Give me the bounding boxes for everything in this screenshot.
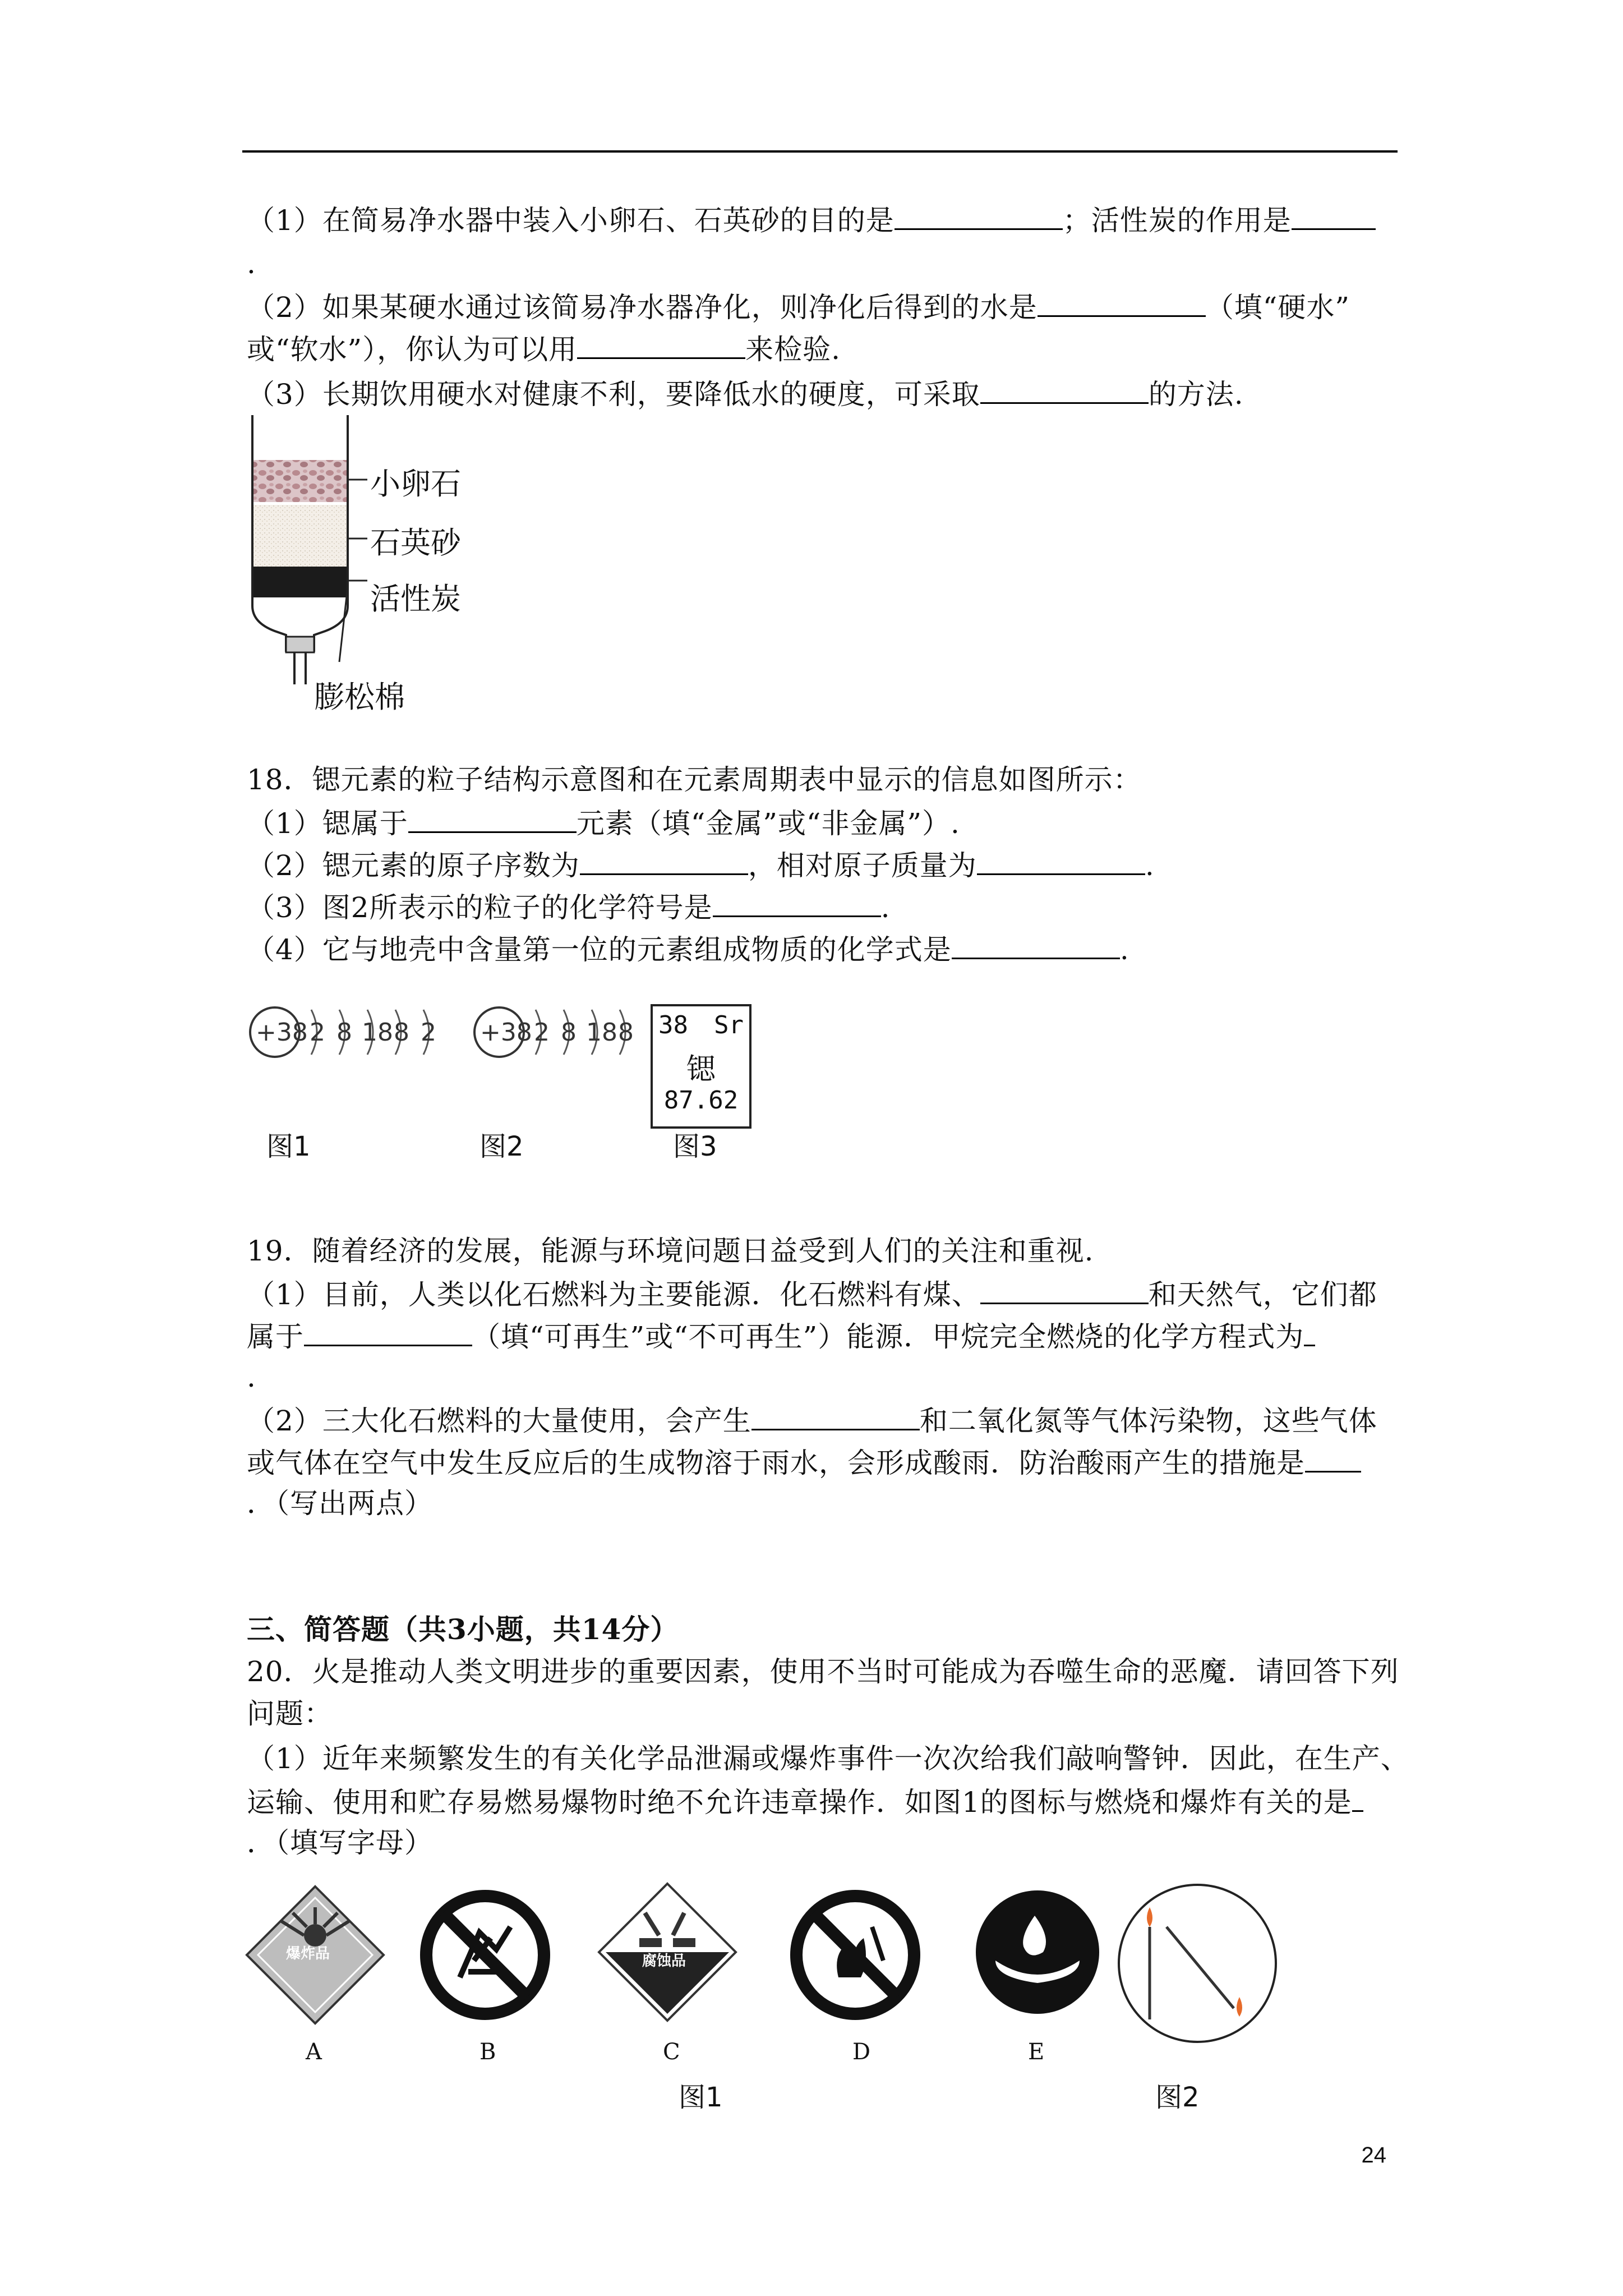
q19-line-5: 或气体在空气中发生反应后的生成物溶于雨水，会形成酸雨．防治酸雨产生的措施是 (247, 1442, 1361, 1483)
q17-line-2: （2）如果某硬水通过该简易净水器净化，则净化后得到的水是 （填“硬水” (247, 286, 1350, 327)
answer-blank[interactable] (980, 373, 1149, 404)
label-quartz-sand: 石英砂 (370, 525, 461, 560)
q19-line-6: ．（写出两点） (247, 1487, 433, 1520)
fig3-caption: 图3 (673, 1131, 717, 1162)
answer-blank[interactable] (751, 1400, 920, 1430)
q18-line-4: （4）它与地壳中含量第一位的元素组成物质的化学式是 . (247, 928, 1129, 969)
fig1-nucleus: +38 (256, 1018, 308, 1047)
match-experiment-diagram (1113, 1882, 1287, 2050)
answer-blank[interactable] (713, 886, 881, 917)
q19-line-4: （2）三大化石燃料的大量使用，会产生 和二氧化氮等气体污染物，这些气体 (247, 1400, 1377, 1441)
header-rule (242, 150, 1398, 153)
answer-blank[interactable] (980, 1273, 1149, 1304)
no-open-flame-icon (788, 1888, 923, 2022)
answer-blank[interactable] (1038, 286, 1206, 317)
letter-c: C (663, 2039, 680, 2065)
q18-line-2: （2）锶元素的原子序数为 ，相对原子质量为 . (247, 844, 1155, 885)
q20-stem-2: 问题： (247, 1697, 333, 1730)
document-page: （1）在简易净水器中装入小卵石、石英砂的目的是 ；活性炭的作用是 . （2）如果某硬水通过该简易净水器净化，则净化后得到的水是 （填“硬水” 或“软水”），你认为可以用 来检验. （3）长期饮用硬水对健康不利，要降低水的硬度，可采取 的方法. 小卵石 石英砂 活性炭 膨松棉 18．锶元素的粒子结构示意图和在元素周期表中显示的信息如图所示： （1）锶属于 元素（填“金属”或“非金属”）. （2）锶元素的原子序数为 ，相对原子质量为 . （3）图2所表示的粒子的化学符号是 . （4）它与地壳中含量第一位的元素组成物质的化学式是 . +38 2 8 18 8 2 图1 +38 2 8 18 8 图2 38 Sr 锶 87.62 图3 19．随着经济的发展，能源与环境问题日益受到人们的关注和重视. （1）目前，人类以化石燃料为主要能源．化石燃料有煤、 和天然气，它们都 属于 （填“可再生”或“不可再生”）能源．甲烷完全燃烧的化学方程式为 . （2）三大化石燃料的大量使用，会产生 和二氧化氮等气体污染物，这些气体 或气体在空气中发生反应后的生成物溶于雨水，会形成酸雨．防治酸雨产生的措施是 ．（写出两点） 三、简答题（共3小题，共14分） 20．火是推动人类文明进步的重要因素，使用不当时可能成为吞噬生命的恶魔．请回答下列 问题： （1）近年来频繁发生的有关化学品泄漏或爆炸事件一次次给我们敲响警钟．因此，在生产、 运输、使用和贮存易燃易爆物时绝不允许违章操作．如图1的图标与燃烧和爆炸有关的是 ．（填写字母） 爆炸品 腐蚀品 A B C D E 图1 图2 24 (0, 0, 1623, 2296)
icon-c-text: 腐蚀品 (642, 1953, 686, 1970)
atomic-number: 38 (658, 1011, 688, 1039)
q19-stem: 19．随着经济的发展，能源与环境问题日益受到人们的关注和重视. (247, 1235, 1094, 1267)
answer-blank[interactable] (580, 844, 748, 875)
q17-line-1: （1）在简易净水器中装入小卵石、石英砂的目的是 ；活性炭的作用是 (247, 199, 1376, 240)
letter-b: B (479, 2039, 496, 2065)
q20-fig1-caption: 图1 (679, 2082, 723, 2113)
answer-blank[interactable] (895, 199, 1063, 230)
q20-line-3: ．（填写字母） (247, 1826, 433, 1859)
section-heading: 三、简答题（共3小题，共14分） (247, 1613, 679, 1646)
element-name: 锶 (686, 1053, 716, 1087)
q20-fig2-caption: 图2 (1155, 2082, 1200, 2113)
atomic-mass: 87.62 (663, 1086, 739, 1115)
q17-line-4: （3）长期饮用硬水对健康不利，要降低水的硬度，可采取 的方法. (247, 373, 1244, 414)
answer-blank[interactable] (304, 1315, 472, 1346)
no-fireworks-icon (418, 1888, 552, 2022)
periodic-cell-sr (651, 1004, 751, 1129)
element-symbol: Sr (714, 1011, 744, 1039)
q17-line-3: 或“软水”），你认为可以用 来检验. (247, 328, 841, 369)
answer-blank[interactable] (1352, 1781, 1363, 1812)
q19-line-1: （1）目前，人类以化石燃料为主要能源．化石燃料有煤、 和天然气，它们都 (247, 1273, 1377, 1314)
answer-blank[interactable] (577, 328, 745, 359)
q18-line-3: （3）图2所表示的粒子的化学符号是 . (247, 886, 891, 927)
letter-d: D (852, 2039, 871, 2065)
q20-line-1: （1）近年来频繁发生的有关化学品泄漏或爆炸事件一次次给我们敲响警钟．因此，在生产、 (247, 1742, 1409, 1775)
q19-line-3: . (247, 1361, 256, 1393)
q18-line-1: （1）锶属于 元素（填“金属”或“非金属”）. (247, 802, 960, 843)
label-cotton: 膨松棉 (314, 679, 405, 715)
icon-a-text: 爆炸品 (286, 1945, 330, 1962)
answer-blank[interactable] (952, 928, 1120, 959)
fig1-caption: 图1 (266, 1131, 311, 1162)
answer-blank[interactable] (408, 802, 577, 833)
q20-stem-1: 20．火是推动人类文明进步的重要因素，使用不当时可能成为吞噬生命的恶魔．请回答下列 (247, 1655, 1399, 1688)
label-activated-carbon: 活性炭 (370, 581, 461, 616)
fig2-caption: 图2 (479, 1131, 524, 1162)
answer-blank[interactable] (1292, 199, 1376, 230)
answer-blank[interactable] (1305, 1442, 1361, 1473)
q19-line-2: 属于 （填“可再生”或“不可再生”）能源．甲烷完全燃烧的化学方程式为 (247, 1315, 1315, 1356)
letter-e: E (1028, 2039, 1045, 2065)
answer-blank[interactable] (977, 844, 1145, 875)
page-number: 24 (1361, 2143, 1386, 2168)
q20-line-2: 运输、使用和贮存易燃易爆物时绝不允许违章操作．如图1的图标与燃烧和爆炸有关的是 (247, 1781, 1363, 1822)
label-pebbles: 小卵石 (370, 466, 461, 501)
answer-blank[interactable] (1304, 1315, 1315, 1346)
water-drop-icon (973, 1888, 1102, 2017)
fig2-nucleus: +38 (480, 1018, 532, 1047)
letter-a: A (306, 2039, 322, 2065)
q18-stem: 18．锶元素的粒子结构示意图和在元素周期表中显示的信息如图所示： (247, 763, 1142, 796)
q17-line-1b: . (247, 247, 256, 280)
